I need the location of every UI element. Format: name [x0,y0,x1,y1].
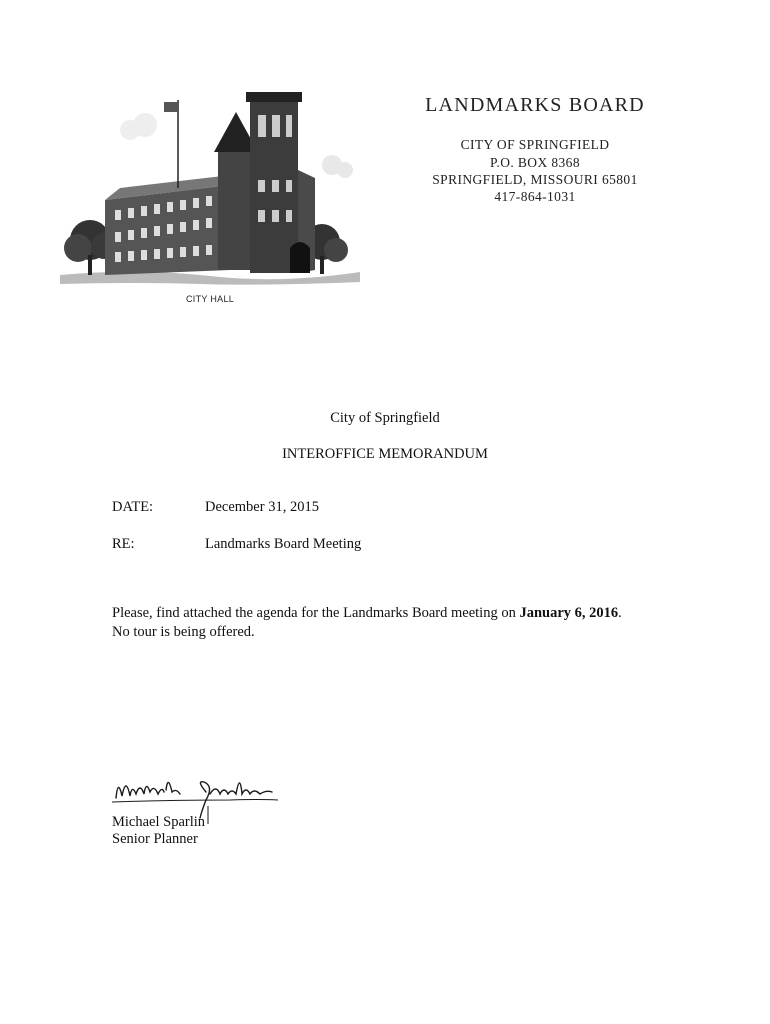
address-line: P.O. BOX 8368 [490,155,580,170]
subject-label: RE: [112,536,135,552]
address-line: SPRINGFIELD, MISSOURI 65801 [432,172,638,187]
memo-body-line: No tour is being offered. [112,624,255,640]
signer-title: Senior Planner [112,831,198,847]
memo-organization: City of Springfield [330,410,440,426]
illustration-caption: CITY HALL [186,294,235,304]
phone-line: 417-864-1031 [494,189,576,204]
meeting-date: January 6, 2016 [519,605,619,621]
signer-name: Michael Sparlin [112,814,206,830]
address-line: CITY OF SPRINGFIELD [460,137,610,152]
date-value: December 31, 2015 [205,499,319,515]
date-label: DATE: [112,499,154,515]
city-hall-illustration [60,70,360,315]
letterhead-title: LANDMARKS BOARD [425,94,645,116]
body-text-suffix: . [618,605,622,621]
subject-value: Landmarks Board Meeting [205,536,362,552]
memo-type-heading: INTEROFFICE MEMORANDUM [282,446,488,462]
body-text-prefix: Please, find attached the agenda for the Landmarks Board meeting on [112,605,520,621]
memo-body-line [112,605,622,622]
